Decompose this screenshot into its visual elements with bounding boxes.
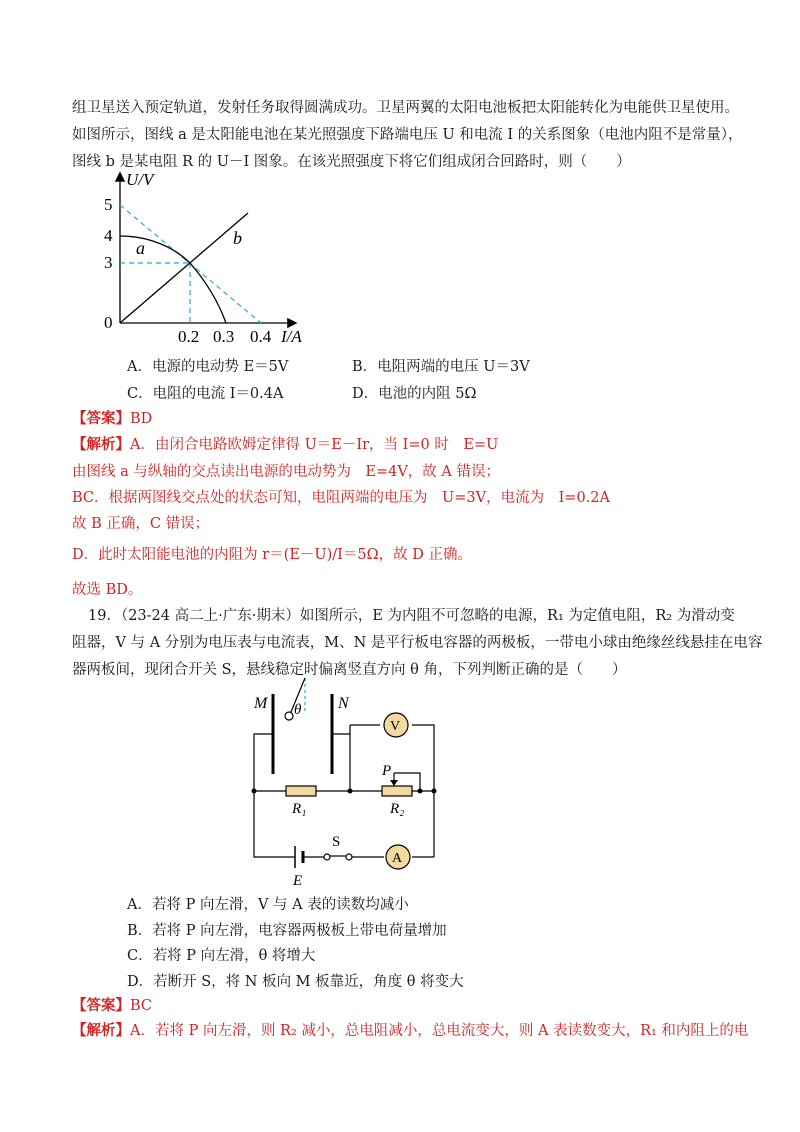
q19-stem-line-3: 器两板间，现闭合开关 S，悬线稳定时偏离竖直方向 θ 角，下列判断正确的是（ ） — [72, 662, 627, 678]
voltmeter-label: V — [390, 719, 401, 734]
q18-option-a: A．电源的电动势 E＝5V — [127, 359, 289, 375]
q18-intro-line-3: 图线 b 是某电阻 R 的 U－I 图象。在该光照强度下将它们组成闭合回路时，则（ ） — [72, 154, 631, 170]
answer-value: BC — [130, 998, 153, 1014]
q18-analysis-line-4: 故 B 正确，C 错误； — [72, 516, 210, 532]
q18-analysis-line-5: D．此时太阳能电池的内阻为 r＝(E－U)/I＝5Ω，故 D 正确。 — [72, 547, 472, 563]
line-b — [120, 213, 248, 323]
x-tick-0.3: 0.3 — [213, 327, 235, 346]
q18-answer — [72, 407, 152, 428]
switch-label: S — [332, 834, 341, 850]
junction-right — [432, 789, 437, 794]
ui-graph — [95, 168, 325, 350]
r1-label: R₁ — [292, 801, 307, 817]
q18-analysis-line-1 — [72, 433, 498, 454]
resistor-r2 — [382, 786, 412, 796]
q19-stem-line-1: 19．（23-24 高二上·广东·期末）如图所示，E 为内阻不可忽略的电源，R₁ 为定值电阻，R₂ 为滑动变 — [88, 608, 735, 624]
q18-intro-line-1: 组卫星送入预定轨道，发射任务取得圆满成功。卫星两翼的太阳电池板把太阳能转化为电能供卫星使用。 — [72, 100, 739, 116]
analysis-label: 【解析】 — [72, 436, 130, 453]
wire-n-down — [332, 734, 350, 791]
q18-option-d: D．电池的内阻 5Ω — [352, 386, 477, 402]
q18-analysis-line-3: BC．根据两图线交点处的状态可知，电阻两端的电压为 U=3V，电流为 I=0.2A — [72, 490, 610, 506]
q19-option-b: B．若将 P 向左滑，电容器两极板上带电荷量增加 — [127, 923, 447, 939]
circuit-diagram — [240, 674, 450, 886]
source-label: E — [293, 873, 303, 886]
angle-label: θ — [294, 702, 302, 718]
ammeter-label: A — [392, 851, 403, 866]
y-axis-label: U/V — [126, 170, 154, 189]
curve-a-label: a — [136, 238, 145, 258]
q19-stem-line-2: 阻器，V 与 A 分别为电压表与电流表，M、N 是平行板电容器的两极板，一带电小球由绝缘丝线悬挂在电容 — [72, 635, 763, 651]
q19-option-a: A．若将 P 向左滑，V 与 A 表的读数均减小 — [127, 897, 409, 913]
q19-option-d: D．若断开 S，将 N 板向 M 板靠近，角度 θ 将变大 — [127, 974, 464, 990]
x-tick-0.2: 0.2 — [178, 327, 200, 346]
x-tick-0.4: 0.4 — [250, 327, 272, 346]
y-tick-3: 3 — [104, 253, 113, 272]
q19-option-c: C．若将 P 向左滑，θ 将增大 — [127, 948, 316, 964]
analysis-text: A．若将 P 向左滑，则 R₂ 减小，总电阻减小，总电流变大，则 A 表读数变大，R₁ 和内阻上的电 — [130, 1023, 749, 1039]
q18-analysis-line-2: 由图线 a 与纵轴的交点读出电源的电动势为 E=4V，故 A 错误； — [72, 464, 500, 480]
slider-arrow — [390, 780, 398, 786]
analysis-text: A．由闭合电路欧姆定律得 U＝E－Ir，当 I=0 时 E=U — [130, 437, 499, 453]
q18-analysis-line-6: 故选 BD。 — [72, 582, 143, 598]
origin-label: 0 — [104, 313, 113, 332]
q18-option-c: C．电阻的电流 I＝0.4A — [127, 386, 284, 402]
answer-value: BD — [130, 411, 153, 427]
junction-mid — [348, 789, 353, 794]
line-b-label: b — [233, 228, 242, 248]
r2-label: R₂ — [390, 801, 405, 817]
y-tick-4: 4 — [104, 226, 113, 245]
switch-contact-right — [346, 854, 352, 860]
q19-analysis-line-1 — [72, 1019, 748, 1040]
plate-m-label: M — [254, 695, 268, 712]
answer-label: 【答案】 — [72, 997, 130, 1014]
junction-left — [252, 789, 257, 794]
q18-intro-line-2: 如图所示，图线 a 是太阳能电池在某光照强度下路端电压 U 和电流 I 的关系图象（电池内阻不是常量）， — [72, 127, 743, 143]
resistor-r1 — [286, 786, 316, 796]
q19-answer — [72, 994, 152, 1015]
x-axis-label: I/A — [281, 327, 302, 346]
q18-option-b: B．电阻两端的电压 U＝3V — [352, 359, 530, 375]
plate-n-label: N — [338, 695, 349, 712]
answer-label: 【答案】 — [72, 410, 130, 427]
y-tick-5: 5 — [104, 195, 113, 214]
slider-label: P — [382, 763, 392, 779]
charged-ball — [285, 712, 293, 720]
switch-contact-left — [324, 854, 330, 860]
analysis-label: 【解析】 — [72, 1022, 130, 1039]
